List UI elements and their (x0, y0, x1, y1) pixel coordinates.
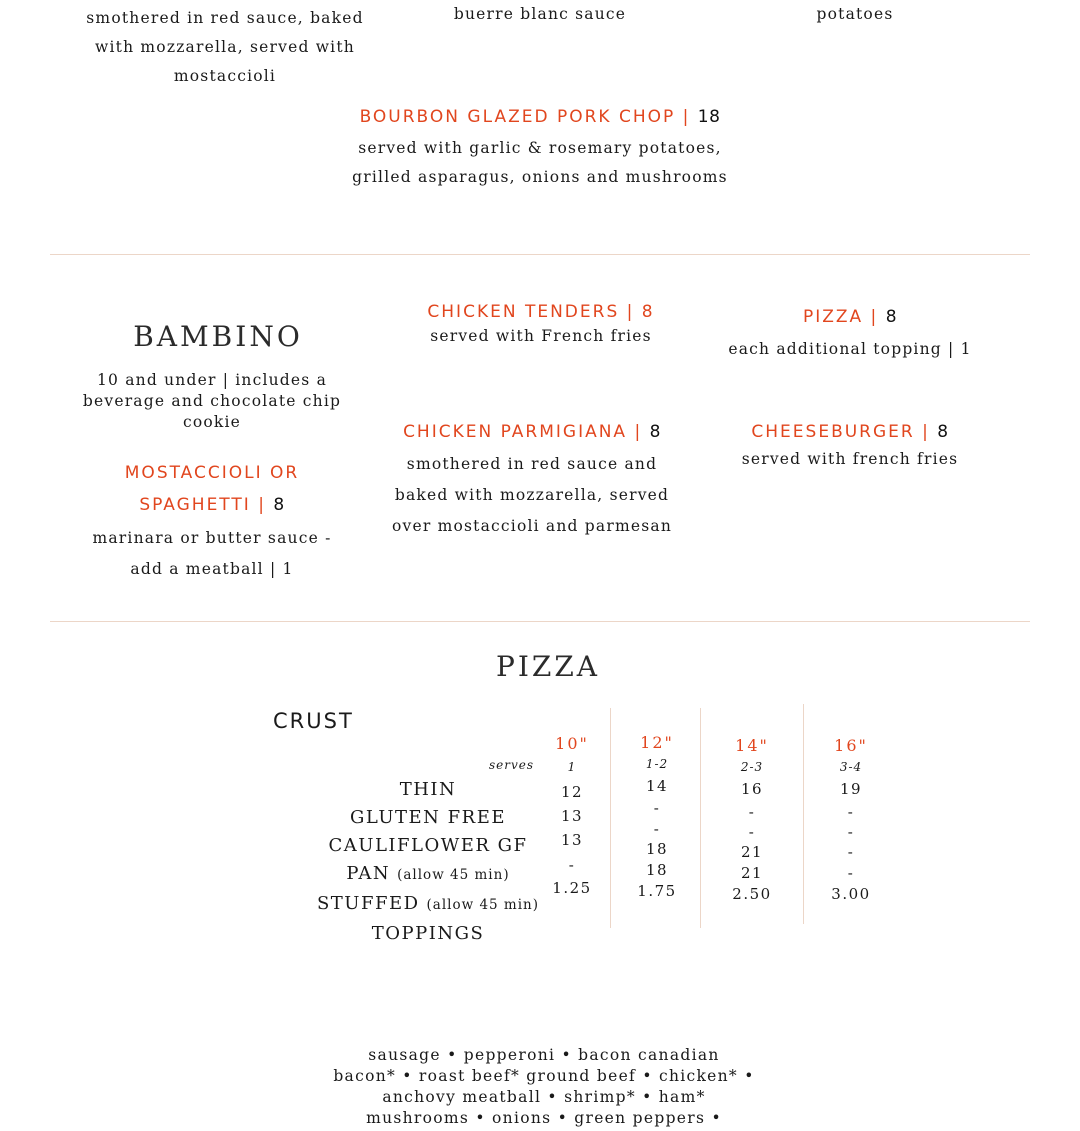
crust-name: THIN (399, 779, 457, 800)
price-cell: - (847, 823, 855, 841)
serves-label: serves (488, 758, 534, 772)
chicken-tenders-description: served with French fries (430, 327, 652, 345)
bambino-title: BAMBINO (133, 320, 303, 353)
chicken-tenders-item (380, 299, 702, 347)
price-cell: 12 (560, 783, 584, 801)
price-cell: 1.75 (637, 882, 677, 900)
size-header: 14" (735, 736, 769, 755)
price-cell: 19 (839, 780, 863, 798)
crust-name: STUFFED (316, 893, 420, 914)
cheeseburger-description: served with french fries (741, 450, 959, 468)
kids-pizza-item (700, 304, 1000, 360)
pizza-title: PIZZA (495, 650, 601, 683)
mostaccioli-title: MOSTACCIOLI OR SPAGHETTI | 8 (124, 463, 300, 515)
price-cell: - (847, 864, 855, 882)
cheeseburger-item (700, 419, 1000, 471)
pork-chop-description: served with garlic & rosemary potatoes, grilled asparagus, onions and mushrooms (352, 139, 728, 186)
serves-value: 1-2 (645, 757, 669, 771)
crust-note: (allow 45 min) (397, 867, 510, 883)
price-cell: - (748, 823, 756, 841)
size-header: 12" (640, 733, 674, 752)
price-cell: - (847, 843, 855, 861)
chicken-parmigiana-title: CHICKEN PARMIGIANA | 8 (403, 422, 661, 442)
price-cell: - (653, 799, 661, 817)
entree-col1-description: smothered in red sauce, baked with mozzarella, served with mostaccioli (86, 9, 364, 85)
kids-pizza-title: PIZZA | 8 (802, 307, 898, 327)
price-cell: 18 (645, 840, 669, 858)
crust-name: PAN (346, 863, 391, 884)
price-cell: - (748, 803, 756, 821)
serves-value: 2-3 (740, 760, 764, 774)
toppings-list: sausage • pepperoni • bacon canadian bacon* • roast beef* ground beef • chicken* • anchovy meatball • shrimp* • ham* mushrooms • onions • green peppers • (333, 1046, 755, 1127)
price-cell: 13 (560, 831, 584, 849)
price-cell: 18 (645, 861, 669, 879)
divider-top (50, 254, 1030, 255)
size-header: 10" (555, 734, 589, 753)
crust-title: CRUST (273, 709, 354, 733)
mostaccioli-item (62, 457, 362, 585)
divider-bottom (50, 621, 1030, 622)
price-cell: 14 (645, 777, 669, 795)
serves-value: 1 (567, 760, 577, 774)
chicken-parmigiana-description: smothered in red sauce and baked with mozzarella, served over mostaccioli and parmesan (391, 455, 673, 535)
price-cell: 16 (740, 780, 764, 798)
price-cell: 21 (740, 864, 764, 882)
price-cell: 21 (740, 843, 764, 861)
size-header: 16" (834, 736, 868, 755)
price-cell: - (568, 856, 576, 874)
cheeseburger-title: CHEESEBURGER | 8 (751, 422, 949, 442)
chicken-tenders-title: CHICKEN TENDERS | 8 (427, 302, 655, 322)
bambino-intro: 10 and under | includes a beverage and chocolate chip cookie (82, 371, 342, 431)
crust-name: TOPPINGS (371, 923, 485, 944)
pork-chop-title: BOURBON GLAZED PORK CHOP | 18 (359, 107, 721, 127)
price-cell: 3.00 (831, 885, 871, 903)
kids-pizza-description: each additional topping | 1 (728, 340, 972, 358)
price-cell: 1.25 (552, 879, 592, 897)
crust-name: GLUTEN FREE (350, 807, 506, 828)
entree-col2-description: buerre blanc sauce (453, 5, 627, 23)
crust-name: CAULIFLOWER GF (328, 835, 528, 856)
crust-row-label (268, 923, 588, 944)
price-cell: - (653, 820, 661, 838)
column-divider-3 (803, 704, 804, 924)
serves-value: 3-4 (839, 760, 863, 774)
price-cell: 2.50 (732, 885, 772, 903)
column-divider-2 (700, 708, 701, 928)
chicken-parmigiana-item (372, 419, 692, 542)
price-cell: - (847, 803, 855, 821)
pork-chop-item (290, 104, 790, 192)
entree-col3-description: potatoes (816, 5, 894, 23)
crust-note: (allow 45 min) (426, 897, 540, 913)
column-divider-1 (610, 708, 611, 928)
price-cell: 13 (560, 807, 584, 825)
mostaccioli-description: marinara or butter sauce - add a meatball | 1 (92, 529, 332, 578)
